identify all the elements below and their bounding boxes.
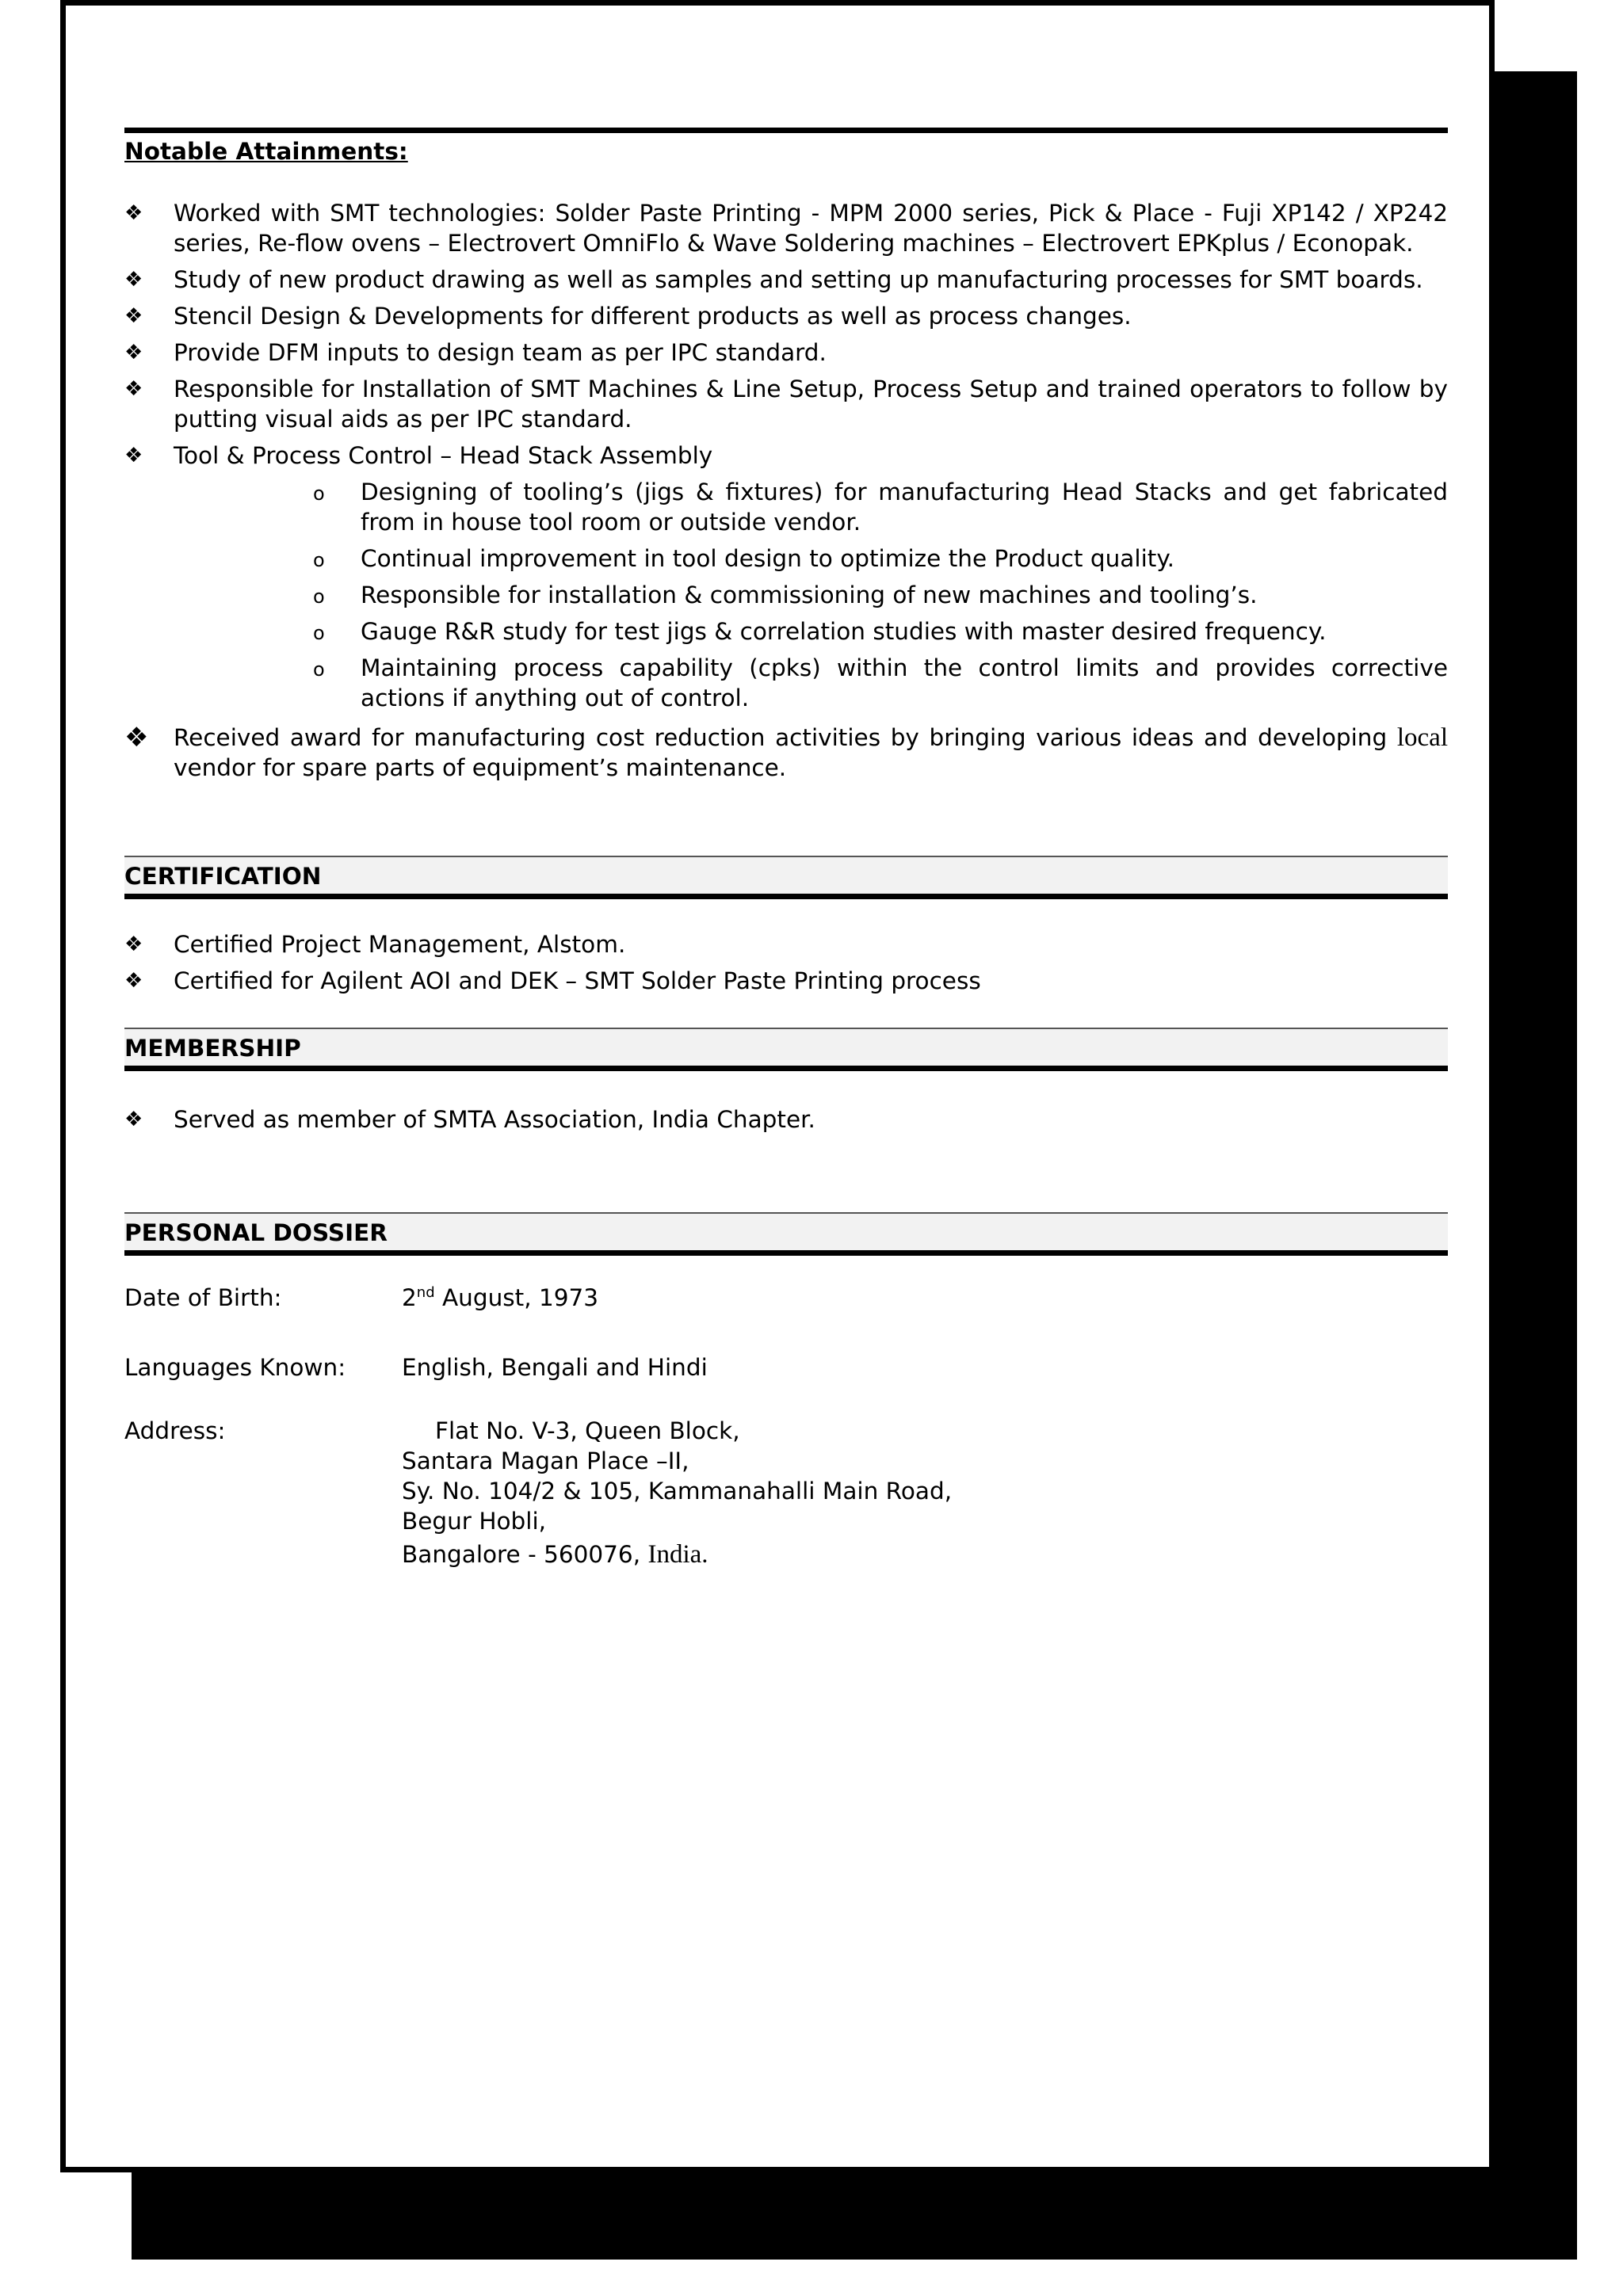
diamond-bullet-icon: ❖ [124, 201, 143, 225]
notable-list [124, 198, 1448, 783]
list-item: ❖ Worked with SMT technologies: Solder Paste Printing - MPM 2000 series, Pick & Place - Fuji XP142 / XP242 series, Re-flow ovens – Electrovert OmniFlo & Wave Soldering machines – Electrovert EPKplus / Econopak. [124, 200, 1448, 257]
diamond-bullet-icon: ❖ [124, 304, 143, 328]
certification-list [124, 929, 1448, 996]
circle-bullet-icon: o [313, 658, 325, 681]
list-item: ❖ Certified for Agilent AOI and DEK – SMT Solder Paste Printing process [124, 967, 981, 994]
membership-section [124, 1028, 1448, 1135]
personal-section [124, 1212, 1448, 1569]
address-value: Flat No. V-3, Queen Block, Santara Magan Place –II, Sy. No. 104/2 & 105, Kammanahalli Main Road, Begur Hobli, Bangalore - 560076, India. [402, 1417, 953, 1569]
sub-list-item: o Designing of tooling’s (jigs & fixtures) for manufacturing Head Stacks and get fabricated from in house tool room or outside vendor. [313, 479, 1448, 536]
diamond-bullet-icon: ❖ [124, 377, 143, 401]
list-item: ❖ Study of new product drawing as well as samples and setting up manufacturing processes for SMT boards. [124, 266, 1423, 293]
section-heading: CERTIFICATION [124, 856, 1448, 899]
list-item: ❖ Served as member of SMTA Association, India Chapter. [124, 1106, 815, 1133]
dob-row: Date of Birth: 2nd August, 1973 [124, 1283, 1448, 1313]
sub-list-item: o Maintaining process capability (cpks) within the control limits and provides corrective actions if anything out of control. [313, 654, 1448, 711]
sub-list-item: o Gauge R&R study for test jigs & correlation studies with master desired frequency. [124, 616, 1448, 646]
circle-bullet-icon: o [313, 585, 325, 608]
list-item: ❖ Stencil Design & Developments for different products as well as process changes. [124, 303, 1132, 330]
diamond-bullet-icon: ❖ [124, 444, 143, 467]
circle-bullet-icon: o [313, 482, 325, 505]
circle-bullet-icon: o [313, 549, 325, 571]
diamond-bullet-icon: ❖ [124, 969, 143, 993]
membership-list [124, 1104, 1448, 1135]
dob-value: 2nd August, 1973 [402, 1284, 599, 1311]
section-heading: MEMBERSHIP [124, 1028, 1448, 1071]
diamond-bullet-icon: ❖ [124, 268, 143, 292]
sub-list [124, 477, 1448, 713]
resume-page [60, 0, 1495, 2172]
diamond-bullet-icon: ❖ [124, 1108, 143, 1131]
sub-list-item: o Responsible for installation & commissioning of new machines and tooling’s. [124, 580, 1448, 610]
diamond-bullet-icon: ❖ [124, 933, 143, 956]
diamond-bullet-icon: ❖ [124, 341, 143, 364]
list-item: ❖ Received award for manufacturing cost reduction activities by bringing various ideas and developing local vendor for spare parts of equipment’s maintenance. [124, 722, 1448, 781]
list-item: ❖ Provide DFM inputs to design team as per IPC standard. [124, 339, 827, 366]
section-heading: PERSONAL DOSSIER [124, 1212, 1448, 1256]
languages-row: Languages Known: English, Bengali and Hindi [124, 1354, 708, 1381]
page-content [124, 128, 1448, 1569]
address-row: Address: Flat No. V-3, Queen Block, Santara Magan Place –II, Sy. No. 104/2 & 105, Kammanahalli Main Road, Begur Hobli, Bangalore - 560076, India. [124, 1416, 1448, 1569]
list-item: ❖ Certified Project Management, Alstom. [124, 931, 626, 958]
certification-section [124, 856, 1448, 996]
notable-title: Notable Attainments: [124, 138, 408, 165]
sub-list-item: o Continual improvement in tool design to optimize the Product quality. [124, 543, 1448, 574]
list-item: ❖ Tool & Process Control – Head Stack Assembly o Designing of tooling’s (jigs & fixtures) for manufacturing Head Stacks and get fabricated from in house tool room or outside vendor. o Continual improvement in tool design to optimize the Product quality. o Responsible for installation & commissioning of new machines and tooling’s. o Gauge R&R study for test jigs & correlation studies with master desired frequency. o Maintaining process capability (cpks) within the control limits and provides corrective actions if anything out of control. [124, 442, 1448, 711]
list-item: ❖ Responsible for Installation of SMT Machines & Line Setup, Process Setup and trained operators to follow by putting visual aids as per IPC standard. [124, 376, 1448, 433]
top-rule [124, 128, 1448, 133]
diamond-bullet-icon: ❖ [124, 722, 149, 753]
circle-bullet-icon: o [313, 622, 325, 644]
